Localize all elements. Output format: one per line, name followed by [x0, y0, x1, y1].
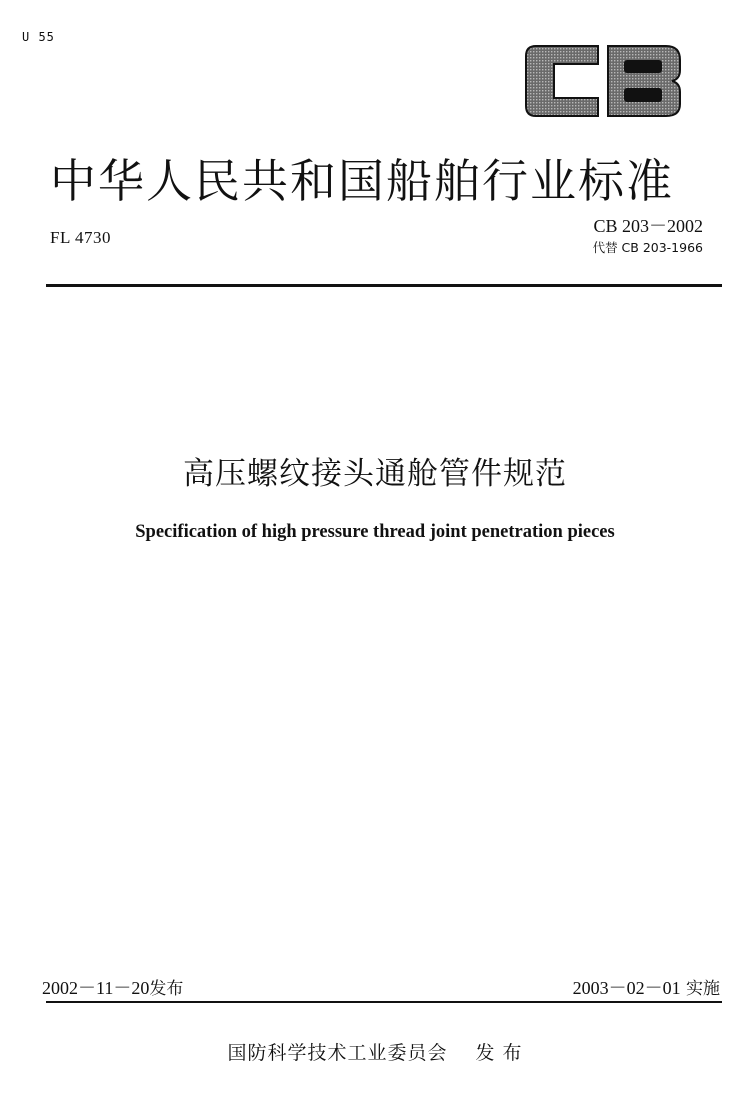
main-title: 中华人民共和国船舶行业标准: [50, 154, 674, 208]
issue-label: 发布: [149, 979, 184, 999]
issuer-name: 国防科学技术工业委员会: [227, 1042, 448, 1064]
document-title-english: Specification of high pressure thread joint penetration pieces: [135, 522, 615, 542]
classification-code: U 55: [22, 30, 55, 44]
header-rule: [46, 284, 722, 287]
cb-logo: [524, 42, 684, 120]
issue-date: 2002－11－20: [42, 978, 150, 998]
footer-rule: [46, 1001, 722, 1003]
implement-label: 实施: [686, 979, 720, 999]
replaces-note: 代替 CB 203-1966: [592, 240, 703, 255]
document-title: 高压螺纹接头通舱管件规范: [183, 456, 567, 492]
publisher-line: [0, 1038, 750, 1065]
fl-code: FL 4730: [50, 228, 111, 247]
publisher-issue-label: 发 布: [475, 1042, 523, 1064]
implement-date: 2003－02－01: [572, 978, 681, 998]
standard-number: CB 203－2002: [593, 216, 703, 236]
issue-date-line: [42, 974, 183, 1000]
implement-date-line: [573, 974, 720, 1000]
